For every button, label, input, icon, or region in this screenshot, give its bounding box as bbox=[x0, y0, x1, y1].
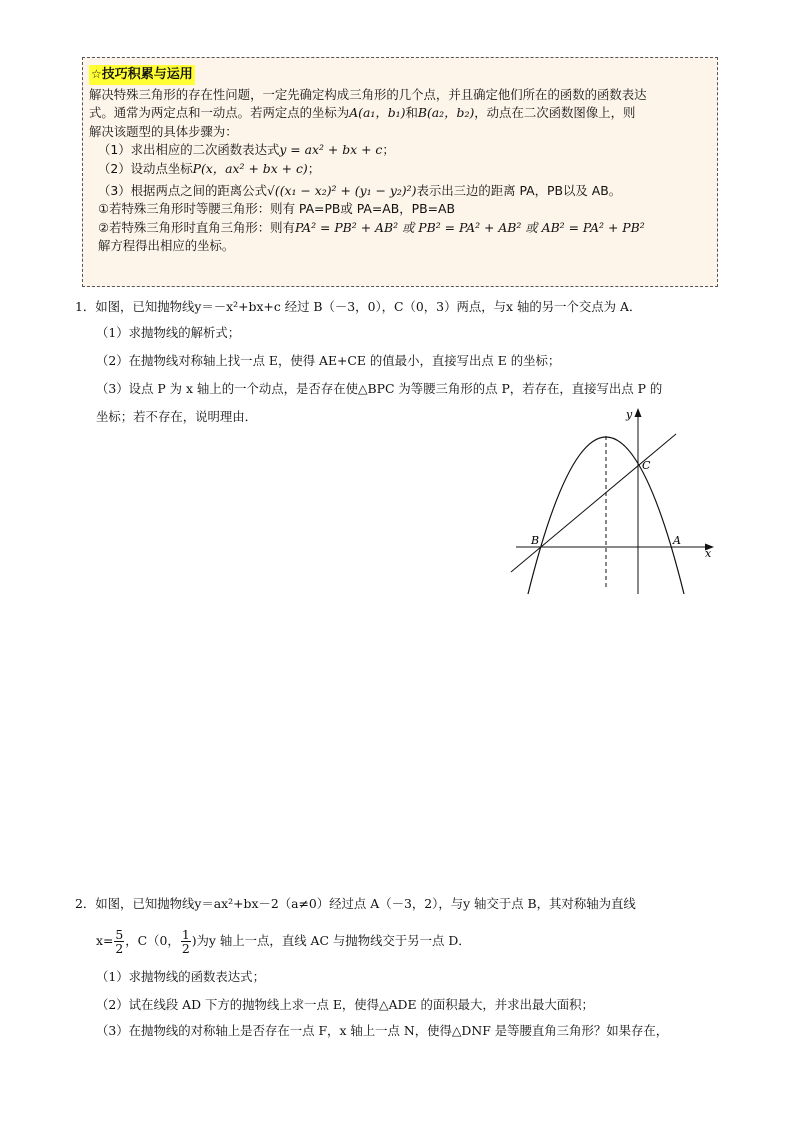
label-y: y bbox=[626, 408, 633, 421]
line-bc bbox=[511, 434, 676, 572]
tip-intro-line2 bbox=[89, 104, 709, 123]
frac2-num: 1 bbox=[181, 927, 190, 942]
frac1-den: 2 bbox=[115, 941, 124, 956]
step1-end: ； bbox=[382, 142, 395, 158]
step3-text: （3）根据两点之间的距离公式 bbox=[98, 182, 267, 198]
step1-formula: y = ax² + bx + c bbox=[279, 142, 383, 158]
q2-stem-end: )为y 轴上一点，直线 AC 与抛物线交于另一点 D． bbox=[191, 933, 471, 948]
q1-part3-line1: （3）设点 P 为 x 轴上的一个动点，是否存在使△BPC 为等腰三角形的点 P，若存在，直接写出点 P 的 bbox=[96, 381, 663, 396]
tip-step3 bbox=[89, 182, 709, 201]
point-b-coord: B(a₂，b₂) bbox=[417, 105, 475, 121]
label-x: x bbox=[705, 547, 712, 560]
q1-part2: （2）在抛物线对称轴上找一点 E，使得 AE+CE 的值最小，直接写出点 E 的坐标； bbox=[96, 353, 561, 368]
q1-part3-line2: 坐标；若不存在，说明理由． bbox=[96, 409, 258, 424]
q1-figure bbox=[500, 404, 730, 599]
q1-part1: （1）求抛物线的解析式； bbox=[96, 325, 241, 340]
y-axis-arrow bbox=[635, 408, 642, 417]
step2-text: （2）设动点坐标 bbox=[98, 160, 193, 176]
tip-case2 bbox=[89, 219, 709, 238]
q2-stem-line1: 2．如图，已知抛物线y＝ax²+bx－2（a≠0）经过点 A（－3，2），与y 轴交于点 B，其对称轴为直线 bbox=[75, 896, 636, 911]
tip-step2 bbox=[89, 160, 709, 179]
step2-formula: P(x，ax² + bx + c) bbox=[192, 160, 308, 176]
tip-box bbox=[82, 57, 718, 287]
tip-intro-line1: 解决特殊三角形的存在性问题，一定先确定构成三角形的几个点，并且确定他们所在的函数的函数表达 bbox=[89, 86, 647, 102]
star-icon: ☆ bbox=[91, 67, 102, 81]
tip-title bbox=[89, 65, 195, 85]
tip-step1 bbox=[89, 141, 709, 160]
case2-formula: PA² = PB² + AB² 或 PB² = PA² + AB² 或 AB² = PA² + PB² bbox=[294, 219, 645, 235]
tip-title-text: 技巧积累与运用 bbox=[101, 67, 193, 82]
q1-stem: 1．如图，已知抛物线y＝－x²+bx+c 经过 B（－3，0），C（0，3）两点，与x 轴的另一个交点为 A． bbox=[75, 299, 642, 314]
q2-x-eq: x= bbox=[96, 933, 114, 948]
fraction-five-halves bbox=[114, 928, 124, 955]
tip-and: 和 bbox=[405, 105, 418, 121]
q2-point-c: ，C（0， bbox=[125, 933, 180, 948]
tip-case1: ①若特殊三角形时等腰三角形：则有 PA=PB或 PA=AB，PB=AB bbox=[98, 201, 455, 217]
q2-part3: （3）在抛物线的对称轴上是否存在一点 F，x 轴上一点 N，使得△DNF 是等腰直角三角形？如果存在， bbox=[96, 1023, 669, 1038]
q2-part1: （1）求抛物线的函数表达式； bbox=[96, 969, 265, 984]
tip-intro-line3: 解决该题型的具体步骤为： bbox=[89, 123, 238, 139]
tip-intro-2a: 式。通常为两定点和一动点。若两定点的坐标为 bbox=[89, 105, 350, 121]
frac2-den: 2 bbox=[181, 941, 190, 956]
frac1-num: 5 bbox=[115, 927, 124, 942]
q2-part2: （2）试在线段 AD 下方的抛物线上求一点 E，使得△ADE 的面积最大，并求出最大面积； bbox=[96, 997, 594, 1012]
label-b: B bbox=[531, 534, 540, 547]
fraction-one-half bbox=[181, 928, 191, 955]
case2-text: ②若特殊三角形时直角三角形：则有 bbox=[98, 219, 295, 235]
step1-text: （1）求出相应的二次函数表达式 bbox=[98, 142, 280, 158]
step3-formula: √((x₁ − x₂)² + (y₁ − y₂)²) bbox=[266, 182, 417, 198]
tip-intro-2b: ，动点在二次函数图像上，则 bbox=[474, 105, 636, 121]
q2-stem-line2 bbox=[96, 928, 471, 955]
label-a: A bbox=[673, 534, 681, 547]
step2-end: ； bbox=[307, 160, 321, 176]
point-a-coord: A(a₁，b₁) bbox=[349, 105, 406, 121]
step3-end: 表示出三边的距离 PA，PB以及 AB。 bbox=[416, 182, 622, 198]
label-c: C bbox=[642, 459, 651, 472]
tip-final: 解方程得出相应的坐标。 bbox=[98, 238, 235, 254]
